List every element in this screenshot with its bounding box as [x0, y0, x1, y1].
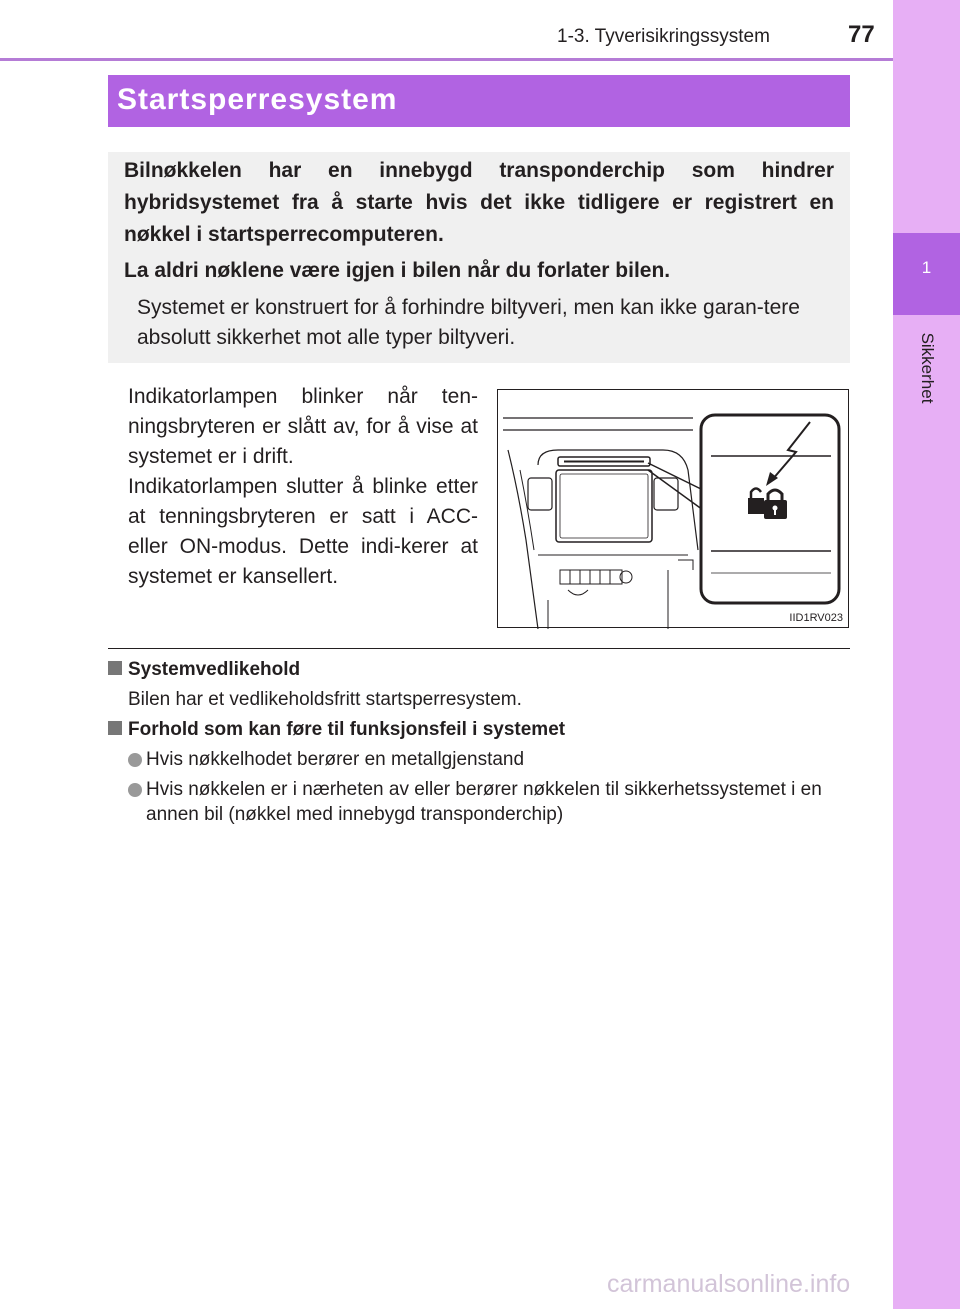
section-divider [108, 648, 850, 649]
maintenance-text: Bilen har et vedlikeholdsfritt startsperresystem. [128, 689, 522, 710]
bullet-dot-icon [128, 753, 142, 767]
heading-square-icon [108, 721, 122, 735]
dashboard-illustration [498, 390, 850, 629]
chapter-number: 1 [893, 233, 960, 315]
figure-code: IID1RV023 [789, 612, 843, 624]
malfunction-heading [108, 719, 565, 741]
maintenance-heading [108, 659, 300, 681]
running-header: 1-3. Tyverisikringssystem [557, 26, 770, 47]
intro-warning-text: La aldri nøklene være igjen i bilen når du forlater bilen. [124, 259, 671, 282]
dashboard-figure [497, 389, 849, 628]
chapter-label: Sikkerhet [918, 332, 937, 404]
list-item-text: Hvis nøkkelhodet berører en metallgjenstand [146, 749, 525, 770]
malfunction-heading-text: Forhold som kan føre til funksjonsfeil i systemet [128, 719, 566, 740]
chapter-side-tab [893, 0, 960, 1309]
list-item-text: Hvis nøkkelen er i nærheten av eller berører nøkkelen til sikkerhetssystemet i en annen bil (nøkkel med innebygd transponderchip) [146, 779, 822, 825]
section-title: Startsperresystem [108, 75, 850, 127]
list-item [128, 747, 853, 772]
watermark: carmanualsonline.info [607, 1270, 851, 1298]
header-rule [0, 58, 893, 61]
indicator-stop-paragraph: Indikatorlampen slutter å blinke etter at tenningsbryteren er satt i ACC- eller ON-modus. Dette indi-kerer at systemet er kansellert. [128, 475, 478, 588]
intro-transponder-text: Bilnøkkelen har en innebygd transponderchip som hindrer hybridsystemet fra å starte hvis det ikke tidligere er registrert en nøkkel i startsperrecomputeren. [124, 159, 834, 246]
page-number: 77 [848, 21, 875, 48]
list-item [128, 777, 853, 827]
indicator-description [128, 382, 478, 592]
maintenance-heading-text: Systemvedlikehold [128, 659, 301, 680]
heading-square-icon [108, 661, 122, 675]
intro-note: Systemet er konstruert for å forhindre biltyveri, men kan ikke garan-tere absolutt sikkerhet mot alle typer biltyveri. [137, 296, 800, 349]
bullet-dot-icon [128, 783, 142, 797]
indicator-blink-paragraph: Indikatorlampen blinker når ten-ningsbryteren er slått av, for å vise at systemet er i drift. [128, 385, 478, 468]
